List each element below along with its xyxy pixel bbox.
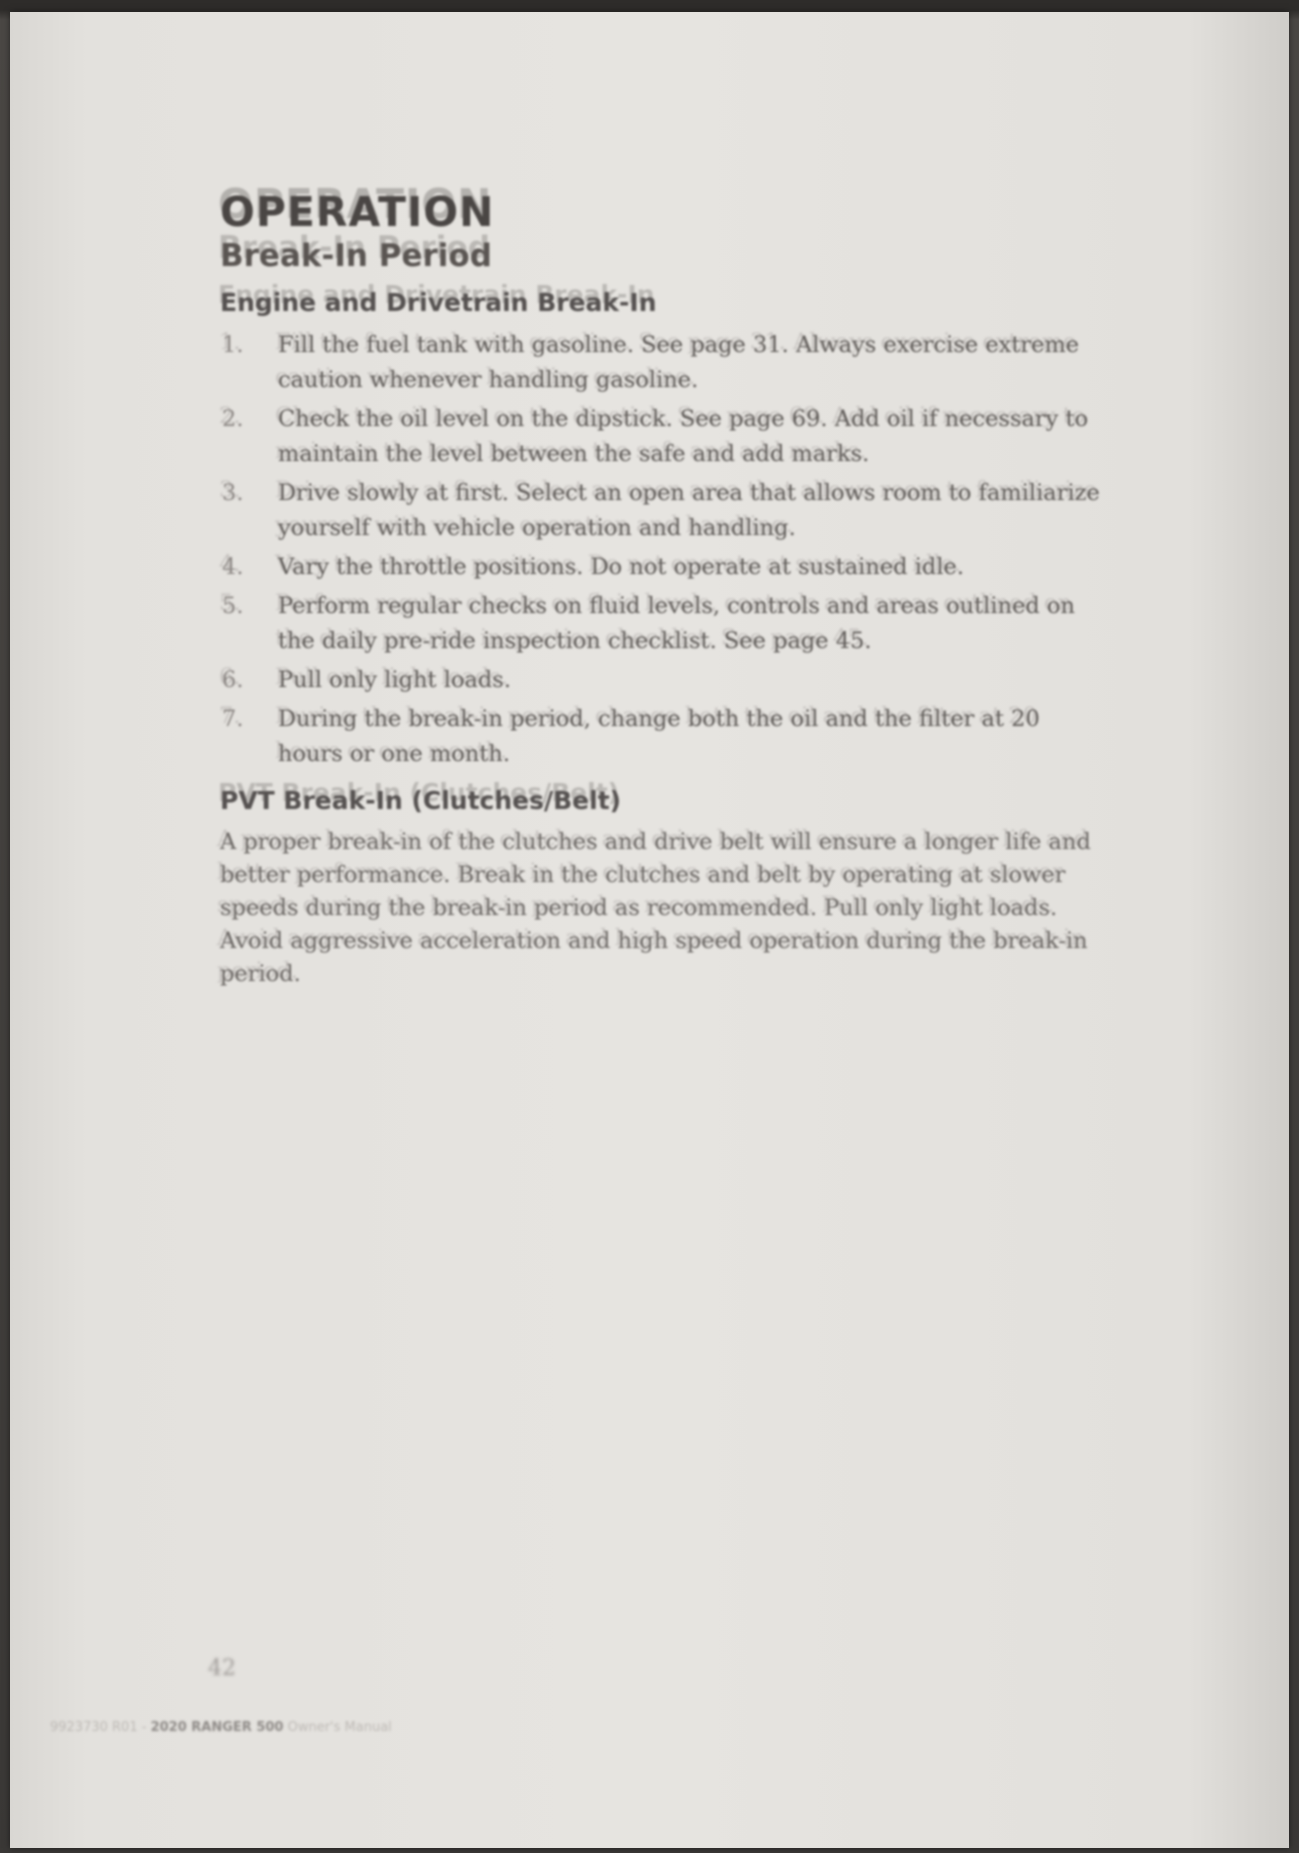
step-number: 1. <box>222 332 244 358</box>
section-title: OPERATION <box>220 188 495 236</box>
engine-break-in-steps <box>220 328 1100 772</box>
step-text: Fill the fuel tank with gasoline. See page 31. Always exercise extreme caution whenever handling gasoline. <box>278 332 1080 393</box>
step-number: 2. <box>222 406 244 432</box>
step-text: Pull only light loads. <box>278 667 512 693</box>
page-number: 42 <box>208 1656 236 1681</box>
manual-page <box>10 12 1289 1848</box>
step-number: 6. <box>222 667 244 693</box>
page-content <box>220 190 1100 991</box>
step-item <box>220 702 1100 772</box>
step-number: 5. <box>222 593 244 619</box>
footer-model: 2020 RANGER 500 <box>150 1720 284 1735</box>
footer-manual-type: Owner's Manual <box>287 1720 392 1735</box>
step-text: Check the oil level on the dipstick. See page 69. Add oil if necessary to maintain the level between the safe and add marks. <box>278 406 1089 467</box>
engine-break-in-heading: Engine and Drivetrain Break-In <box>220 288 657 317</box>
step-text: Perform regular checks on fluid levels, controls and areas outlined on the daily pre-ride inspection checklist. See page 45. <box>278 593 1075 654</box>
step-text: Vary the throttle positions. Do not operate at sustained idle. <box>278 554 964 580</box>
step-number: 4. <box>222 554 244 580</box>
step-number: 7. <box>222 706 244 732</box>
step-item <box>220 476 1100 546</box>
step-item <box>220 402 1100 472</box>
step-text: During the break-in period, change both the oil and the filter at 20 hours or one month. <box>278 706 1040 767</box>
footer-doc-number: 9923730 R01 - <box>50 1720 147 1735</box>
step-item <box>220 328 1100 398</box>
step-item <box>220 663 1100 698</box>
step-number: 3. <box>222 480 244 506</box>
step-item <box>220 550 1100 585</box>
step-text: Drive slowly at first. Select an open area that allows room to familiarize yourself with vehicle operation and handling. <box>278 480 1100 541</box>
page-footer <box>50 1720 392 1735</box>
pvt-break-in-body: A proper break-in of the clutches and drive belt will ensure a longer life and better performance. Break in the clutches and belt by operating at slower speeds during the break-in period as recommended. Pull only light loads. Avoid aggressive acceleration and high speed operation during the break-in period. <box>220 829 1091 987</box>
step-item <box>220 589 1100 659</box>
page-heading: Break-In Period <box>220 238 492 274</box>
pvt-break-in-heading: PVT Break-In (Clutches/Belt) <box>220 786 622 815</box>
